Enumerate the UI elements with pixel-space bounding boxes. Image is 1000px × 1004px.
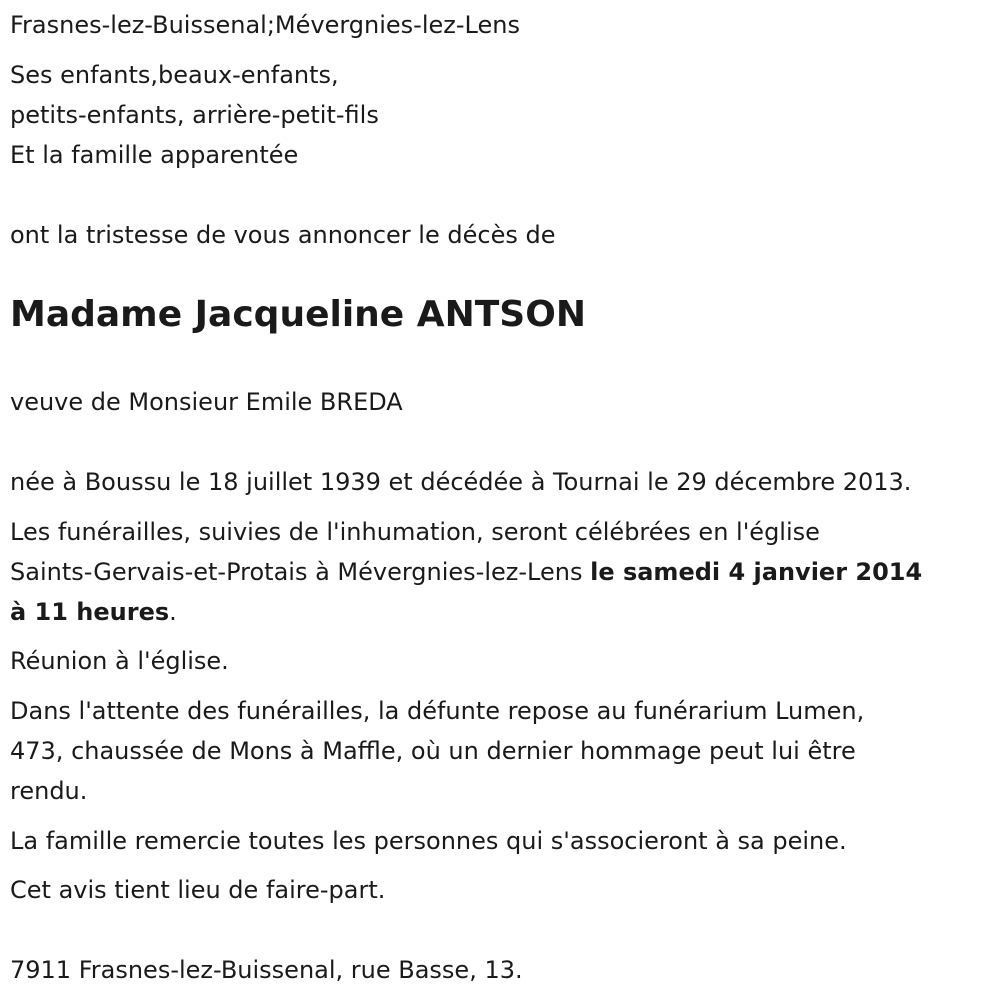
rest-line-2: 473, chaussée de Mons à Maffle, où un dernier hommage peut lui être	[10, 737, 856, 765]
widow-of-text: veuve de Monsieur Emile BREDA	[10, 388, 403, 416]
funeral-place: Saints-Gervais-et-Protais à Mévergnies-lez-Lens	[10, 558, 591, 586]
funeral-line-1: Les funérailles, suivies de l'inhumation, seront célébrées en l'église	[10, 518, 820, 546]
funeral-date: le samedi 4 janvier 2014	[590, 558, 923, 586]
family-line-1: Ses enfants,beaux-enfants,	[10, 61, 339, 89]
thanks-text: La famille remercie toutes les personnes qui s'associeront à sa peine.	[10, 827, 847, 855]
locations-header: Frasnes-lez-Buissenal;Mévergnies-lez-Lens	[10, 11, 520, 39]
address-text: 7911 Frasnes-lez-Buissenal, rue Basse, 13.	[10, 956, 523, 984]
deceased-name: Madame Jacqueline ANTSON	[10, 294, 586, 335]
funeral-line-2	[10, 552, 922, 592]
announcement-text: ont la tristesse de vous annoncer le décès de	[10, 221, 556, 249]
family-line-3: Et la famille apparentée	[10, 141, 299, 169]
family-line-2: petits-enfants, arrière-petit-fils	[10, 101, 379, 129]
rest-line-3: rendu.	[10, 777, 88, 805]
birth-death-text: née à Boussu le 18 juillet 1939 et décédée à Tournai le 29 décembre 2013.	[10, 468, 912, 496]
funeral-period: .	[169, 598, 177, 626]
funeral-line-3	[10, 592, 177, 632]
funeral-time: à 11 heures	[10, 598, 170, 626]
notice-note: Cet avis tient lieu de faire-part.	[10, 876, 386, 904]
meeting-text: Réunion à l'église.	[10, 647, 229, 675]
rest-line-1: Dans l'attente des funérailles, la défunte repose au funérarium Lumen,	[10, 697, 865, 725]
